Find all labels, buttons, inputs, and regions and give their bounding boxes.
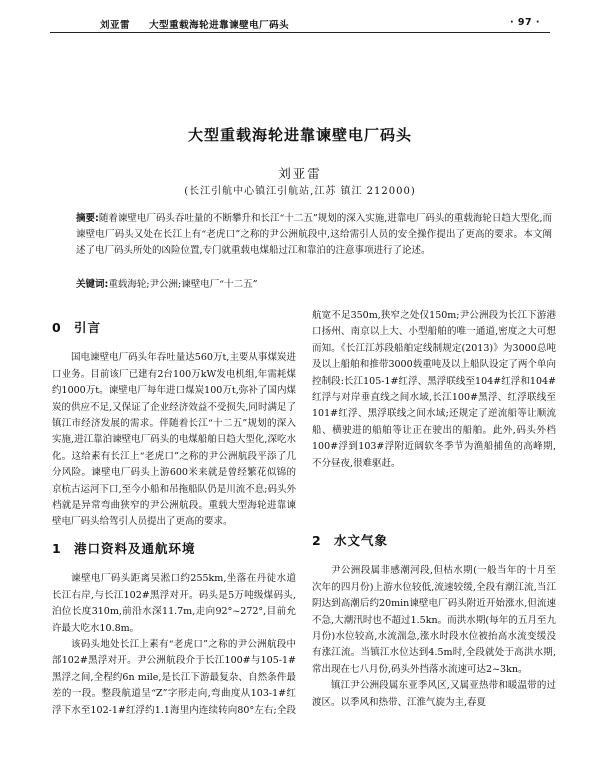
paragraph: 国电谏壁电厂码头年吞吐量达560万t,主要从事煤炭进口业务。目前该厂已建有2台100万kW发电机组,年需耗煤约1000万t。谏壁电厂每年进口煤炭100万t,弥补了国内煤炭的供应不足,又保证了企业经济效益不受损失,同时满足了镇江市经济发展的需求。伴随着长江“十二五”规划的深入实施,进江靠泊谏壁电厂码头的电煤船舶日趋大型化,深吃水化。这给素有长江上“老虎口”之称的尹公洲航段平添了几分风险。谏壁电厂码头上游600米来就是曾经繁花似锦的京杭古运河下口,至今小船和吊拖船队仍是川流不息;码头外档就是异常弯曲狭窄的尹公洲航段。重载大型海轮进靠谏壁电厂码头给驾引人员提出了更高的要求。 — [52, 352, 296, 528]
keywords-text: 重载海轮;尹公洲;谏壁电厂“十二五” — [108, 279, 258, 290]
abstract-label: 摘要: — [76, 213, 99, 224]
section-heading — [52, 541, 296, 557]
section-number: 1 — [52, 540, 62, 556]
section-number: 0 — [52, 320, 62, 335]
section-heading — [312, 533, 556, 549]
abstract — [76, 211, 552, 259]
paragraph-continued — [52, 637, 296, 719]
section-title: 港口资料及通航环境 — [74, 540, 196, 556]
right-column — [312, 308, 556, 711]
article-affiliation: (长江引航中心镇江引航站,江苏 镇江 212000) — [184, 186, 416, 197]
section-title: 水文气象 — [334, 533, 389, 548]
paragraph: 尹公洲段属非感潮河段,但枯水期(一般当年的十月至次年的四月份)上游水位较低,流速较缓,全段有潮江流,当江阴达到高潮后约20min谏壁电厂码头附近开始涨水,但流速不急,大潮汛时也不超过1.5kn。而洪水期(每年的五月至九月份)水位较高,水流湍急,涨水时段水位被抬高水流变缓没有涨江流。当镇江水位达到4.5m时,全段就处于高洪水期,常出现在七八月份,码头外挡落水流速可达2~3kn。 — [312, 565, 556, 675]
running-head-title: 大型重载海轮进靠谏壁电厂码头 — [149, 20, 290, 31]
abstract-text: 随着谏壁电厂码头吞吐量的不断攀升和长江“十二五”规划的深入实施,进靠电厂码头的重载海轮日趋大型化,而谏壁电厂码头又处在长江上有“老虎口”之称的尹公洲航段中,这给需引人员的安全操作提出了更高的要求。本文阐述了电厂码头所处的凶险位置,专门就重载电煤船过江和靠泊的注意事项进行了论述。 — [76, 213, 552, 256]
continued-paragraph-wrap — [312, 308, 556, 521]
paragraph-text: 航宽不足350m,狭窄之处仅150m;尹公洲段为长江下游港口扬州、南京以上大、小型船舶的唯一通道,密度之大可想而知。《长江江苏段船舶定线制规定(2013)》为3000总吨及以上船舶和推带3000载重吨及以上船队设定了两个单向控制段:长江105-1#红浮、黑浮联线至104#红浮和104#红浮与对岸垂直线之间水域,长江100#黑浮、红浮联线至101#红浮、黑浮联线之间水域;还规定了逆流船等让顺流船、横驶进的船舶等让正在驶出的船舶。此外,码头外档100#浮到103#浮附近阔软冬季节为渔船捕鱼的高峰期,不分昼夜,很难驱赶。 — [312, 310, 556, 469]
section-number: 2 — [312, 533, 322, 548]
left-column — [52, 320, 296, 719]
paragraph: 谏壁电厂码头距离吴淞口约255km,坐落在丹徒水道长江右岸,与长江102#黑浮对开。码头是5万吨级煤码头,泊位长度310m,前沿水深11.7m,走向92°~272°,目前允许最大吃水10.8m。 — [52, 573, 296, 634]
running-head-author: 刘亚雷 — [100, 20, 131, 31]
page-number: · 97 · — [509, 17, 540, 28]
paragraph: 镇江尹公洲段属东亚季风区,又属亚热带和暖温带的过渡区。以季风和热带、江淮气旋为主,春夏 — [312, 680, 556, 708]
article-title: 大型重载海轮进靠谏壁电厂码头 — [187, 126, 412, 144]
article-author: 刘亚雷 — [278, 166, 322, 181]
section-heading — [52, 320, 296, 336]
paragraph-text: 该码头地处长江上素有“老虎口”之称的尹公洲航段中部102#黑浮对开。尹公洲航段介于长江100#与105-1#黑浮之间,全程约6n mile,是长江下游最复杂、自然条件最差的一段。整段航道呈“Z”字形走向,弯曲度从103-1#红浮下水至102-1#红浮约1.1海里内连续转向80°左右;全段 — [52, 638, 296, 716]
paragraph-tail — [312, 308, 556, 472]
keywords-label: 关键词: — [76, 279, 109, 290]
running-head — [100, 17, 540, 31]
section-title: 引言 — [74, 320, 102, 335]
header-rule — [50, 32, 550, 33]
keywords — [76, 276, 552, 290]
